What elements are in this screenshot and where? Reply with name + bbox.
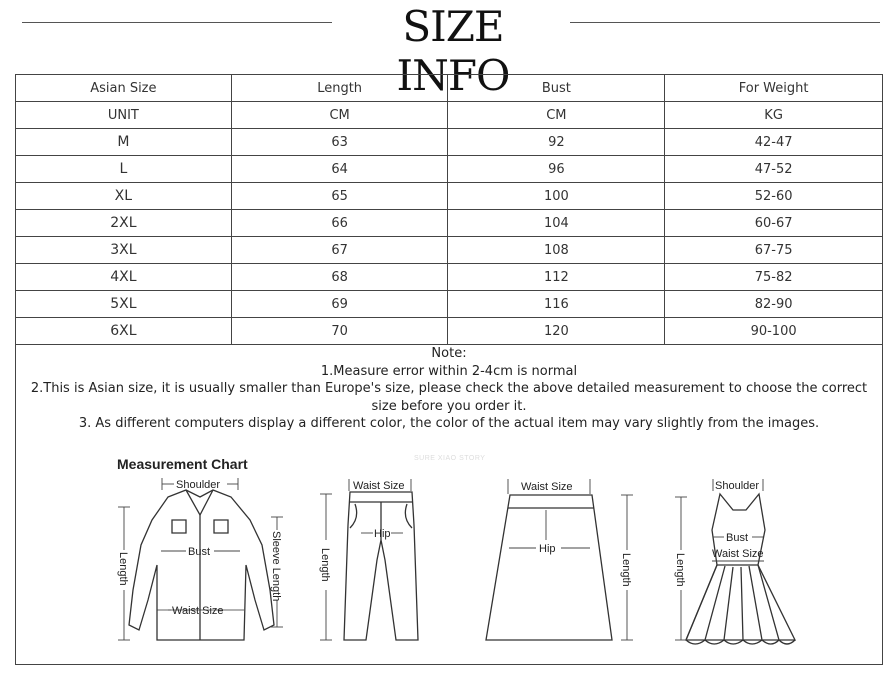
watermark: SURE XIAO STORY	[414, 455, 486, 462]
table-cell: 64	[231, 156, 448, 183]
shirt-bust-label: Bust	[188, 546, 211, 558]
pants-measure-lines	[320, 479, 411, 640]
shirt-waist-label: Waist Size	[172, 605, 224, 617]
shirt-sleeve-label: Sleeve Length	[270, 531, 282, 602]
table-cell: 6XL	[16, 318, 232, 345]
table-cell: For Weight	[665, 75, 883, 102]
skirt-length-label: Length	[620, 553, 632, 587]
table-cell: 108	[448, 237, 665, 264]
table-cell: 2XL	[16, 210, 232, 237]
pants-diagram	[344, 492, 418, 640]
table-cell: Length	[231, 75, 448, 102]
note-heading: Note:	[431, 346, 467, 361]
table-cell: 65	[231, 183, 448, 210]
pants-waist-label: Waist Size	[353, 480, 405, 492]
dress-length-label: Length	[674, 553, 686, 587]
table-cell: 100	[448, 183, 665, 210]
table-cell: 92	[448, 129, 665, 156]
table-cell: CM	[448, 102, 665, 129]
table-cell: 112	[448, 264, 665, 291]
table-cell: 67-75	[665, 237, 883, 264]
skirt-measure-lines	[508, 479, 633, 640]
table-cell: 96	[448, 156, 665, 183]
pants-length-label: Length	[319, 548, 331, 582]
table-cell: M	[16, 129, 232, 156]
table-cell: 120	[448, 318, 665, 345]
note-line-2: 2.This is Asian size, it is usually smaller than Europe's size, please check the above detailed measurement to choose the correct size before you order it.	[30, 381, 868, 414]
shirt-length-label: Length	[117, 552, 129, 586]
table-cell: UNIT	[16, 102, 232, 129]
measurement-chart-title: Measurement Chart	[117, 456, 248, 472]
pants-hip-label: Hip	[374, 528, 391, 540]
table-cell: 69	[231, 291, 448, 318]
shirt-diagram	[129, 490, 274, 640]
table-cell: 52-60	[665, 183, 883, 210]
dress-shoulder-label: Shoulder	[715, 480, 760, 492]
table-cell: 66	[231, 210, 448, 237]
shirt-shoulder-label: Shoulder	[176, 479, 221, 491]
table-cell: 116	[448, 291, 665, 318]
table-cell: 4XL	[16, 264, 232, 291]
dress-bust-label: Bust	[726, 532, 749, 544]
table-cell: 70	[231, 318, 448, 345]
table-cell: XL	[16, 183, 232, 210]
table-cell: 67	[231, 237, 448, 264]
table-cell: 3XL	[16, 237, 232, 264]
skirt-waist-label: Waist Size	[521, 481, 573, 493]
table-cell: 90-100	[665, 318, 883, 345]
dress-waist-label: Waist Size	[712, 548, 764, 560]
table-cell: 68	[231, 264, 448, 291]
table-cell: 47-52	[665, 156, 883, 183]
table-cell: 75-82	[665, 264, 883, 291]
skirt-hip-label: Hip	[539, 543, 556, 555]
table-cell: Bust	[448, 75, 665, 102]
table-cell: Asian Size	[16, 75, 232, 102]
table-cell: CM	[231, 102, 448, 129]
dress-diagram	[686, 494, 795, 644]
table-cell: 63	[231, 129, 448, 156]
note-line-3: 3. As different computers display a different color, the color of the actual item may vary slightly from the images.	[78, 416, 820, 431]
table-cell: KG	[665, 102, 883, 129]
table-cell: 60-67	[665, 210, 883, 237]
note-line-1: 1.Measure error within 2-4cm is normal	[320, 363, 578, 379]
skirt-diagram	[486, 495, 612, 640]
table-cell: L	[16, 156, 232, 183]
table-cell: 42-47	[665, 129, 883, 156]
page-title: SIZE INFO	[396, 2, 510, 100]
table-cell: 104	[448, 210, 665, 237]
table-cell: 5XL	[16, 291, 232, 318]
table-cell: 82-90	[665, 291, 883, 318]
